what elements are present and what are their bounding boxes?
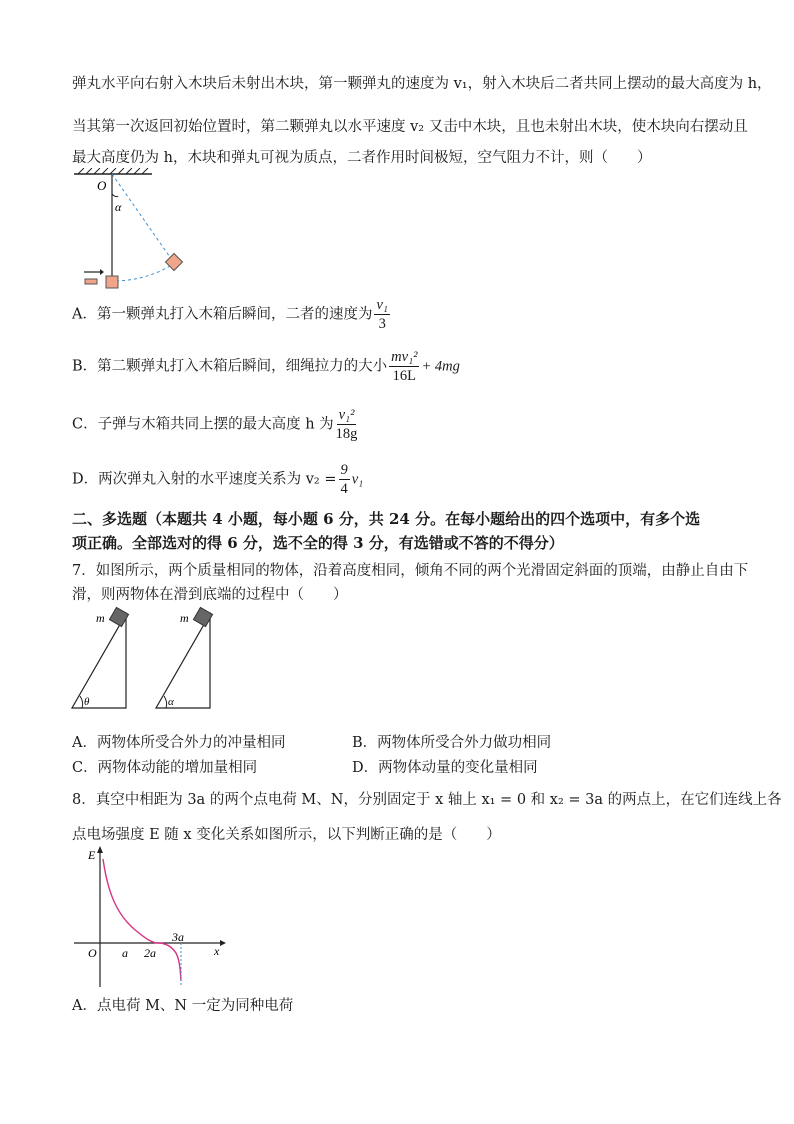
q6-option-b[interactable]: B．第二颗弹丸打入木箱后瞬间，细绳拉力的大小 $\frac{\text{mv₁²}}{16L}$ + 4mg [72,349,460,384]
tick-3a-label: 3a [172,930,184,944]
e-field-curve [103,859,181,981]
q6-option-d-text: D．两次弹丸入射的水平速度关系为 v₂ = [72,471,337,488]
q6-stem-line-1: 弹丸水平向右射入木块后未射出木块，第一颗弹丸的速度为 v₁，射入木块后二者共同上摆动的最大高度为 h， [72,76,772,92]
y-axis-label: E [88,848,96,862]
q6-option-c-text: C．子弹与木箱共同上摆的最大高度 h 为 [72,416,334,433]
q6-option-c-fraction: $\frac{\text{v₁²}}{18g}$ [335,407,358,442]
section-heading-line-1: 二、多选题（本题共 4 小题，每小题 6 分，共 24 分。在每小题给出的四个选项中，有多个选 [72,510,701,528]
q6-option-b-text: B．第二颗弹丸打入木箱后瞬间，细绳拉力的大小 [72,358,388,375]
incline-figures [68,606,228,714]
incline-alpha [156,607,213,708]
q6-option-b-fraction: $\frac{\text{mv₁²}}{16L}$ [391,349,418,384]
incline-theta [72,607,129,708]
pivot-label: O [97,178,107,193]
section-heading-line-2: 项正确。全部选对的得 6 分，选不全的得 3 分，有选错或不答的不得分） [72,534,564,552]
e-field-graph [74,845,234,995]
incline-alpha-angle: α [168,696,174,708]
q7-option-c[interactable]: C．两物体动能的增加量相同 [72,760,258,776]
angle-label: α [115,200,122,214]
incline-theta-mass: m [96,611,105,625]
q6-stem-line-3: 最大高度仍为 h，木块和弹丸可视为质点，二者作用时间极短，空气阻力不计，则（ ） [72,150,652,166]
q7-stem-line-1: 7．如图所示，两个质量相同的物体，沿着高度相同，倾角不同的两个光滑固定斜面的顶端，由静止自由下 [72,563,749,579]
q6-option-d[interactable]: D．两次弹丸入射的水平速度关系为 v₂ = $\frac{9}{4}$ v₁ [72,462,364,497]
q6-option-a[interactable] [72,298,392,331]
swing-arc [116,266,170,281]
bullet [85,279,97,284]
q6-option-c[interactable] [72,408,359,441]
q6-stem-line-2: 当其第一次返回初始位置时，第二颗弹丸以水平速度 v₂ 又击中木块，且也未射出木块，使木块向右摆动且 [72,119,748,135]
pendulum-figure [70,168,200,296]
q7-option-b[interactable]: B．两物体所受合外力做功相同 [352,735,552,751]
x-axis-label: x [214,944,220,958]
q6-option-d-fraction: $\frac{9}{4}$ [340,462,348,497]
q8-stem-line-2: 点电场强度 E 随 x 变化关系如图所示，以下判断正确的是（ ） [72,827,501,843]
q8-option-a[interactable]: A．点电荷 M、N 一定为同种电荷 [72,998,294,1014]
ceiling-hatch [74,168,152,174]
q8-stem-line-1: 8．真空中相距为 3a 的两个点电荷 M、N，分别固定于 x 轴上 x₁ = 0 和 x₂ = 3a 的两点上，在它们连线上各 [72,792,782,808]
origin-label: O [88,946,97,960]
dashed-string [112,174,172,260]
q6-option-a-fraction: $\frac{\text{v₁}}{3}$ [376,297,388,332]
block-bottom [106,276,118,288]
q7-option-a[interactable]: A．两物体所受合外力的冲量相同 [72,735,286,751]
tick-a-label: a [122,946,128,960]
block-raised [166,254,183,271]
q7-stem-line-2: 滑，则两物体在滑到底端的过程中（ ） [72,587,348,603]
q7-option-d[interactable]: D．两物体动量的变化量相同 [352,760,538,776]
tick-2a-label: 2a [144,946,156,960]
q6-option-a-text: A．第一颗弹丸打入木箱后瞬间，二者的速度为 [72,306,373,323]
incline-theta-angle: θ [84,696,90,708]
incline-alpha-mass: m [180,611,189,625]
